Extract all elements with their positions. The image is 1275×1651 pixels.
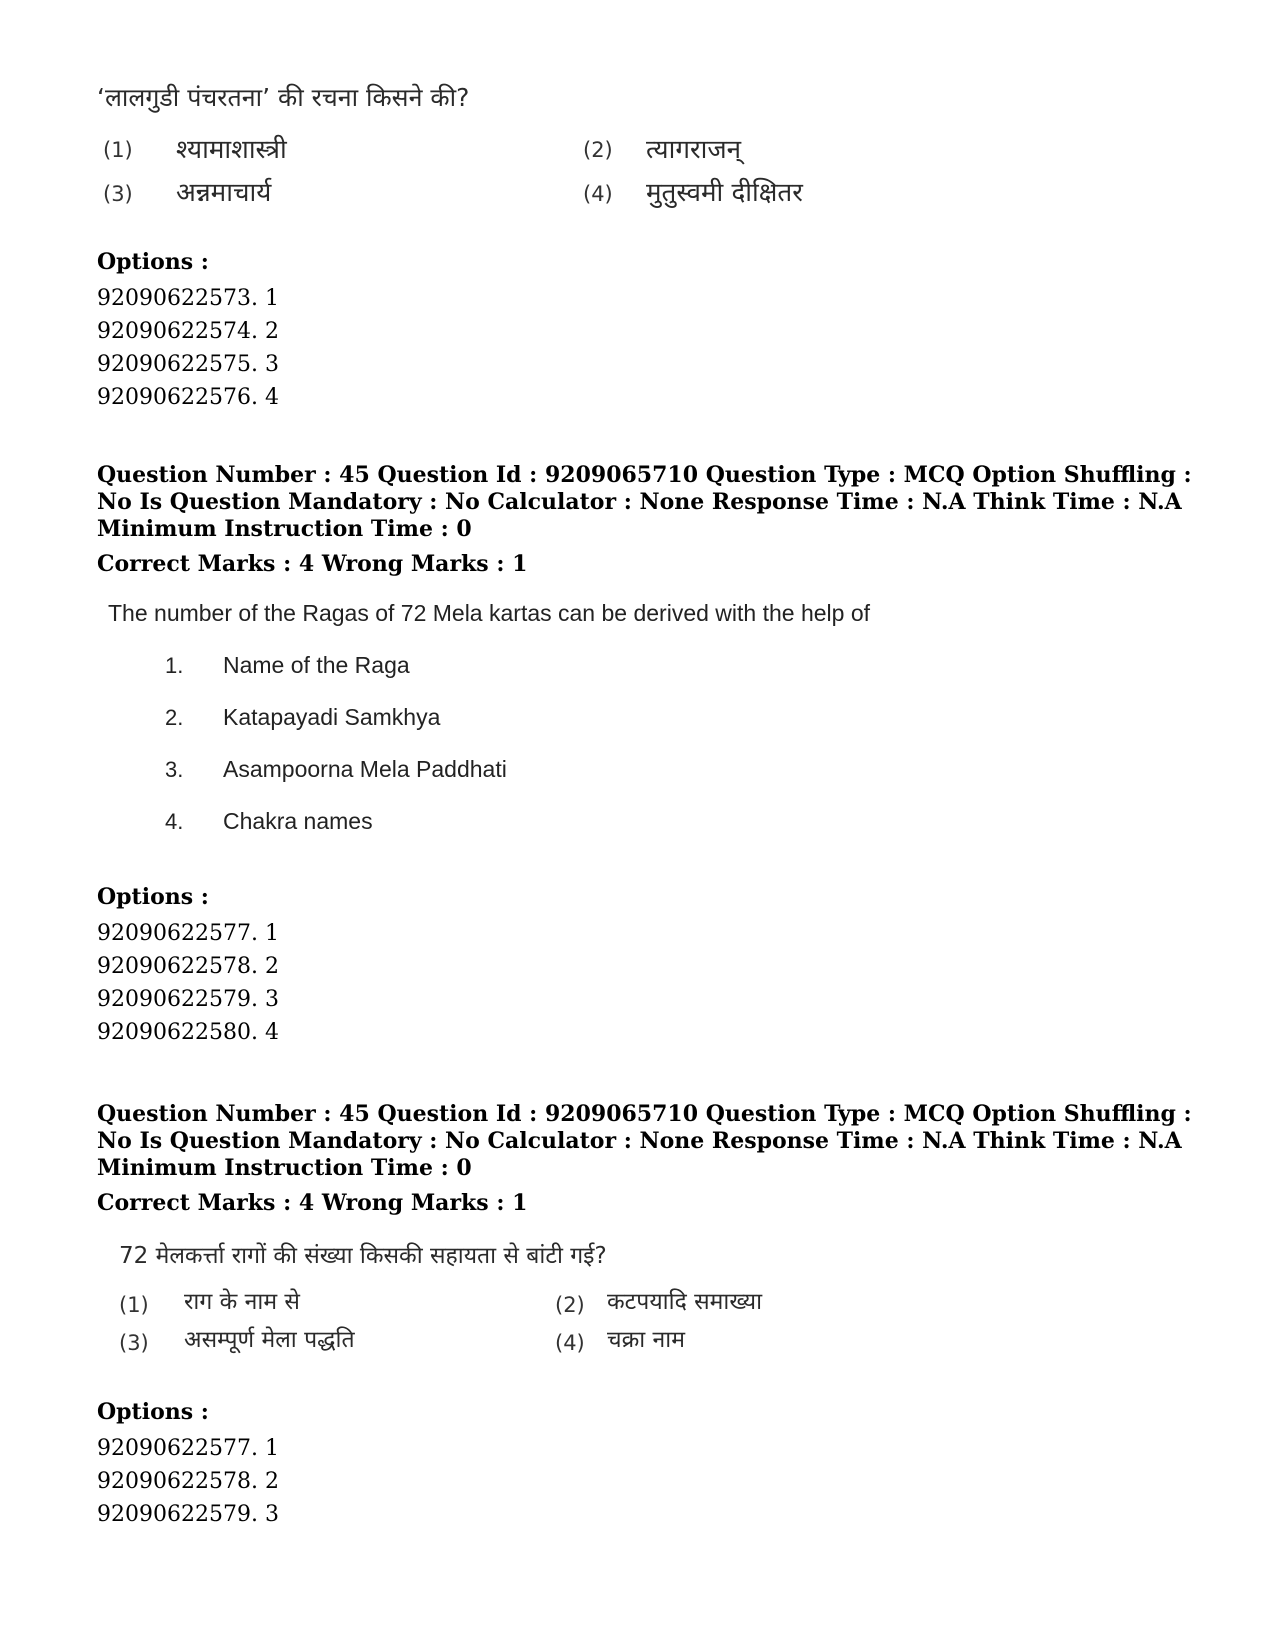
option-line: 92090622578. 2 [97,954,279,979]
choice-text: कटपयादि समाख्या [607,1289,763,1315]
choice-text: राग के नाम से [184,1289,300,1315]
item-text: Katapayadi Samkhya [223,704,441,730]
choice-number: (4) [583,182,613,206]
option-line: 92090622578. 2 [97,1469,279,1494]
question-hindi-3: 72 मेलकर्त्ता रागों की संख्या किसकी सहायता से बांटी गई? [119,1243,607,1269]
marks-line: Correct Marks : 4 Wrong Marks : 1 [97,1190,528,1216]
item-text: Chakra names [223,808,373,834]
question-hindi-1: ‘लालगुडी पंचरतना’ की रचना किसने की? [97,83,470,112]
option-line: 92090622574. 2 [97,319,279,344]
option-line: 92090622575. 3 [97,352,279,377]
choice-text: त्यागराजन् [646,135,742,165]
item-number: 2. [165,705,184,730]
option-line: 92090622577. 1 [97,1436,279,1461]
item-number: 4. [165,809,184,834]
choice-number: (2) [583,138,613,162]
options-heading: Options : [97,884,209,910]
choice-number: (3) [119,1331,149,1355]
item-number: 1. [165,653,184,678]
marks-line: Correct Marks : 4 Wrong Marks : 1 [97,551,528,577]
item-text: Name of the Raga [223,652,410,678]
choice-text: अन्नमाचार्य [176,178,272,208]
choice-text: असम्पूर्ण मेला पद्धति [184,1327,355,1353]
choice-text: श्यामाशास्त्री [176,135,287,165]
item-number: 3. [165,757,184,782]
choice-number: (1) [119,1293,149,1317]
choice-text: मुतुस्वमी दीक्षितर [646,178,803,208]
question-meta: Question Number : 45 Question Id : 9209065710 Question Type : MCQ Option Shuffling : No Is Question Mandatory : No Calculator : None Response Time : N.A Think Time : N.A Minimum Instruction Time : 0 [97,1101,1192,1181]
option-line: 92090622577. 1 [97,921,279,946]
question-english: The number of the Ragas of 72 Mela kartas can be derived with the help of [108,600,870,626]
choice-number: (3) [103,182,133,206]
option-line: 92090622579. 3 [97,1502,279,1527]
item-text: Asampoorna Mela Paddhati [223,756,507,782]
option-line: 92090622573. 1 [97,286,279,311]
options-heading: Options : [97,1399,209,1425]
option-line: 92090622579. 3 [97,987,279,1012]
option-line: 92090622580. 4 [97,1020,279,1045]
choice-number: (2) [555,1293,585,1317]
choice-number: (1) [103,138,133,162]
option-line: 92090622576. 4 [97,385,279,410]
choice-number: (4) [555,1331,585,1355]
question-meta: Question Number : 45 Question Id : 9209065710 Question Type : MCQ Option Shuffling : No Is Question Mandatory : No Calculator : None Response Time : N.A Think Time : N.A Minimum Instruction Time : 0 [97,462,1192,542]
choice-text: चक्रा नाम [607,1327,686,1353]
options-heading: Options : [97,249,209,275]
